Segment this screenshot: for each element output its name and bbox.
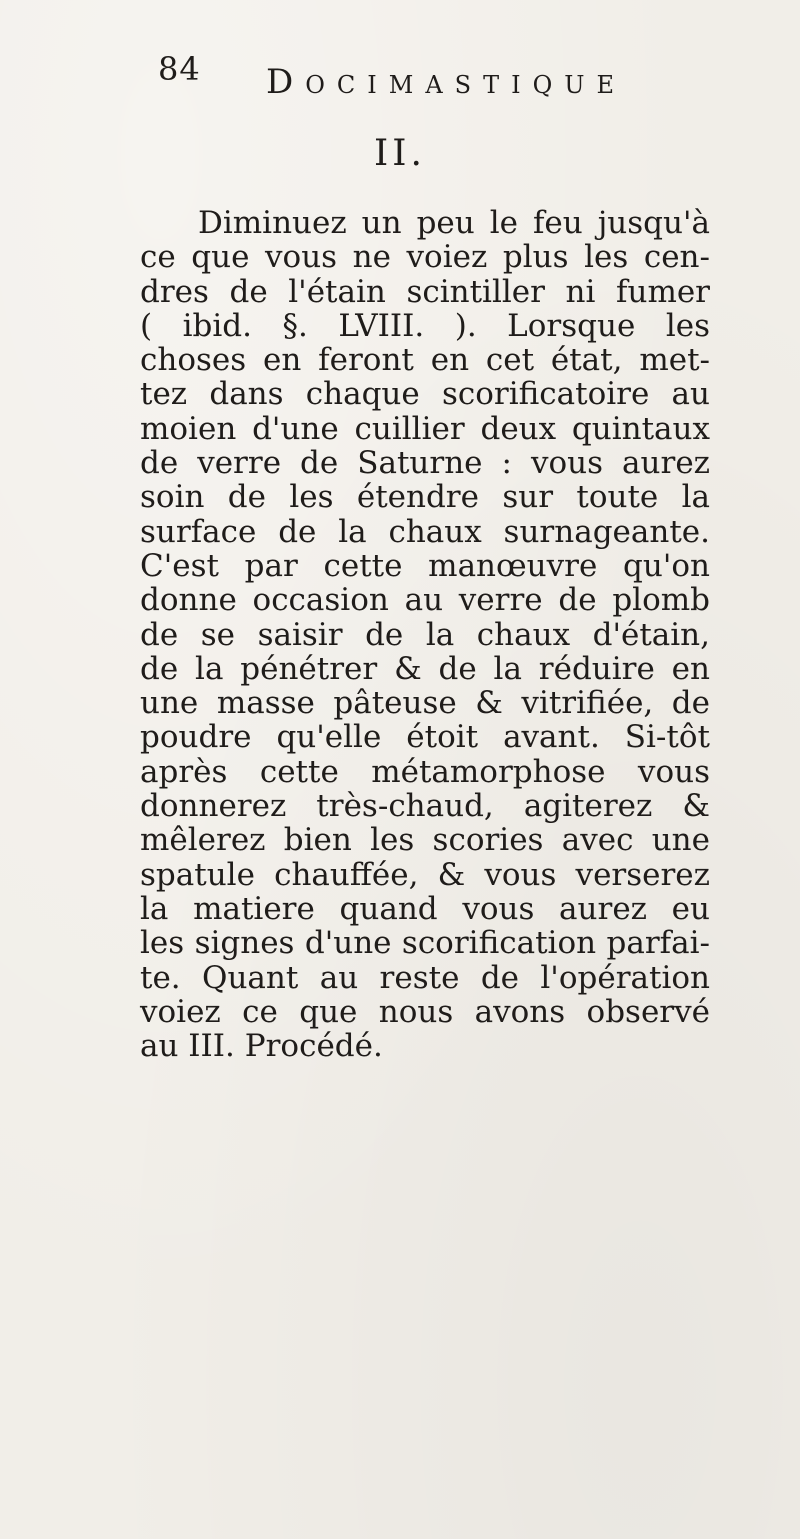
paragraph-line: donnerez très-chaud, agiterez & [140,788,710,825]
paragraph-line: spatule chauffée, & vous verserez [140,856,710,893]
paragraph-line: choses en feront en cet état, met- [140,342,710,379]
paragraph-line: les signes d'une scorification parfai- [140,925,710,962]
section-number: II. [374,133,426,174]
paragraph-line: de verre de Saturne : vous aurez [140,445,710,482]
page-number: 84 [158,50,201,88]
page-header [158,50,678,110]
paragraph-line: ( ibid. §. LVIII. ). Lorsque les [140,307,710,344]
paragraph-line: une masse pâteuse & vitrifiée, de [140,685,710,722]
paragraph-line: mêlerez bien les scories avec une [140,822,710,859]
paragraph-line: tez dans chaque scorificatoire au [140,376,710,413]
paragraph-line: ce que vous ne voiez plus les cen- [140,239,710,276]
paragraph-line: soin de les étendre sur toute la [140,479,710,516]
paragraph-line: de la pénétrer & de la réduire en [140,650,710,687]
paragraph-line: surface de la chaux surnageante. [140,513,710,550]
paragraph-line: voiez ce que nous avons observé [140,993,710,1030]
running-title: Docimastique [266,62,627,102]
paragraph-line: dres de l'étain scintiller ni fumer [140,273,710,310]
paragraph-line: poudre qu'elle étoit avant. Si-tôt [140,719,710,756]
paragraph-line: la matiere quand vous aurez eu [140,890,710,927]
paragraph-line: donne occasion au verre de plomb [140,582,710,619]
paragraph-line: Diminuez un peu le feu jusqu'à [198,205,710,241]
paragraph-line: de se saisir de la chaux d'étain, [140,616,710,653]
paragraph-line: après cette métamorphose vous [140,753,710,790]
paragraph-line: au III. Procédé. [140,1028,383,1065]
body-paragraph [140,206,710,1063]
paragraph-line: te. Quant au reste de l'opération [140,959,710,996]
paragraph-line: moien d'une cuillier deux quintaux [140,410,710,447]
paragraph-line: C'est par cette manœuvre qu'on [140,547,710,584]
